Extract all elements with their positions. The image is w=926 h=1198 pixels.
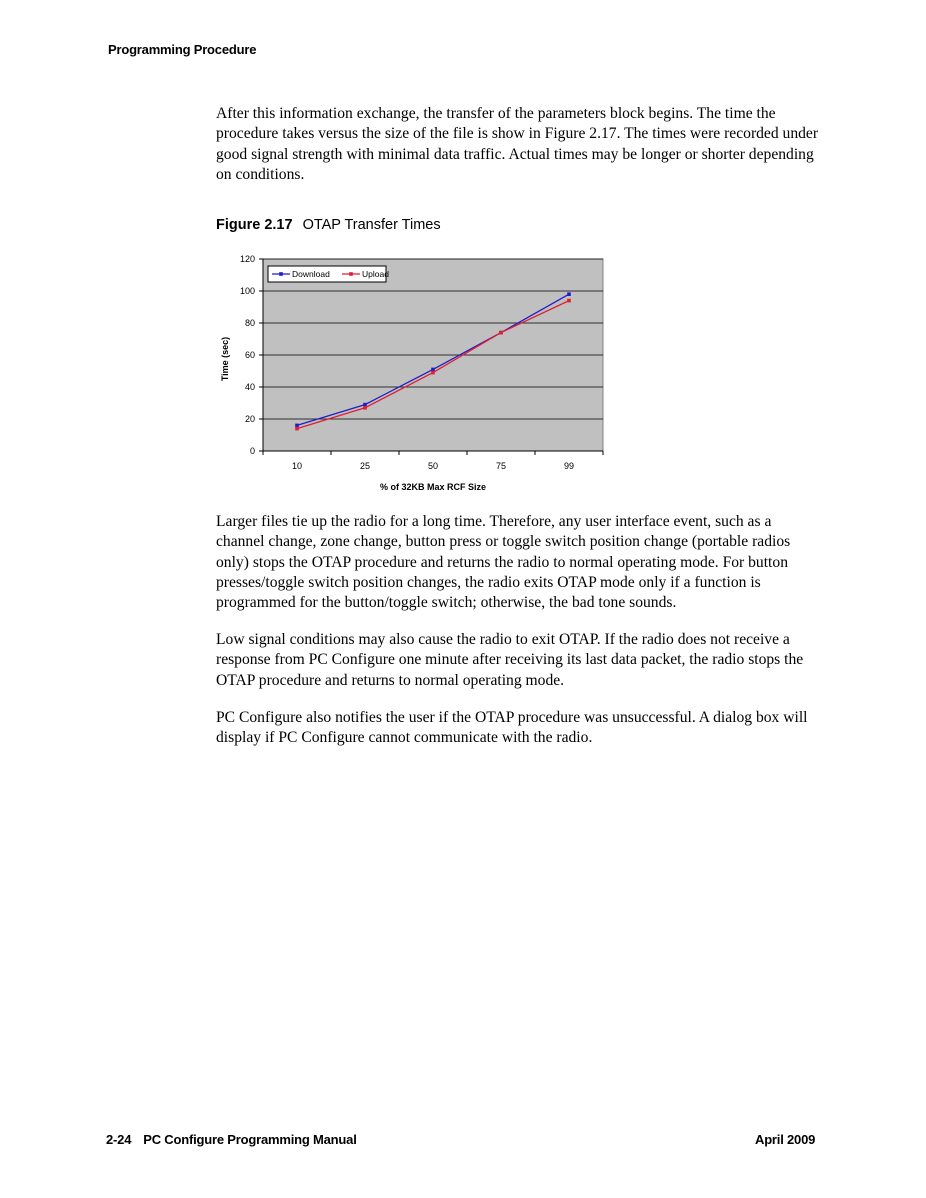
y-tick-label: 60 — [244, 350, 255, 360]
paragraph-low-signal: Low signal conditions may also cause the radio to exit OTAP. If the radio does not receive a response from PC Configure one minute after receiving its last data packet, the radio stops the OTAP procedure and returns to normal operating mode. — [216, 631, 804, 689]
y-tick-label: 120 — [239, 254, 255, 264]
y-tick-label: 20 — [244, 414, 255, 424]
data-point-download — [567, 292, 571, 296]
page-number: 2-24 — [106, 1132, 132, 1147]
figure-title: OTAP Transfer Times — [302, 217, 441, 233]
paragraph-larger-files: Larger files tie up the radio for a long time. Therefore, any user interface event, such as a channel change, zone change, button press or toggle switch position change (portable radios only) stops the OTAP procedure and returns the radio to normal operating mode. For button presses/toggle switch position changes, the radio exits OTAP mode only if a function is programmed for the button/toggle switch; otherwise, the bad tone sounds. — [216, 513, 791, 612]
legend-label-upload: Upload — [362, 269, 389, 280]
page-footer-date: April 2009 — [755, 1132, 816, 1147]
manual-title: PC Configure Programming Manual — [143, 1132, 357, 1147]
data-point-upload — [567, 299, 571, 303]
legend-marker-download — [279, 272, 283, 276]
legend-label-download: Download — [292, 269, 330, 280]
figure-number: Figure 2.17 — [216, 217, 293, 233]
y-axis-title: Time (sec) — [220, 336, 230, 382]
y-tick-label: 100 — [239, 286, 255, 296]
x-tick-label: 99 — [563, 461, 575, 471]
data-point-upload — [295, 427, 299, 431]
data-point-download — [363, 403, 367, 407]
page-footer-left — [106, 1132, 357, 1147]
data-point-upload — [499, 331, 503, 335]
x-tick-label: 75 — [495, 461, 507, 471]
y-tick-label: 40 — [244, 382, 255, 392]
data-point-upload — [431, 371, 435, 375]
paragraph-notification: PC Configure also notifies the user if the OTAP procedure was unsuccessful. A dialog box will display if PC Configure cannot communicate with the radio. — [216, 709, 808, 747]
x-tick-label: 10 — [291, 461, 303, 471]
x-axis-title: % of 32KB Max RCF Size — [379, 482, 487, 492]
page-header-title: Programming Procedure — [108, 42, 257, 57]
otap-transfer-times-chart — [216, 248, 616, 498]
y-tick-label: 0 — [249, 446, 255, 456]
x-tick-label: 50 — [427, 461, 439, 471]
y-tick-label: 80 — [244, 318, 255, 328]
data-point-upload — [363, 406, 367, 410]
paragraph-intro: After this information exchange, the transfer of the parameters block begins. The time the procedure takes versus the size of the file is show in Figure 2.17. The times were recorded under good signal strength with minimal data traffic. Actual times may be longer or shorter depending on conditions. — [216, 105, 819, 183]
x-tick-label: 25 — [359, 461, 371, 471]
data-point-download — [295, 424, 299, 428]
figure-caption — [216, 217, 441, 233]
data-point-download — [431, 368, 435, 372]
legend-marker-upload — [349, 272, 353, 276]
